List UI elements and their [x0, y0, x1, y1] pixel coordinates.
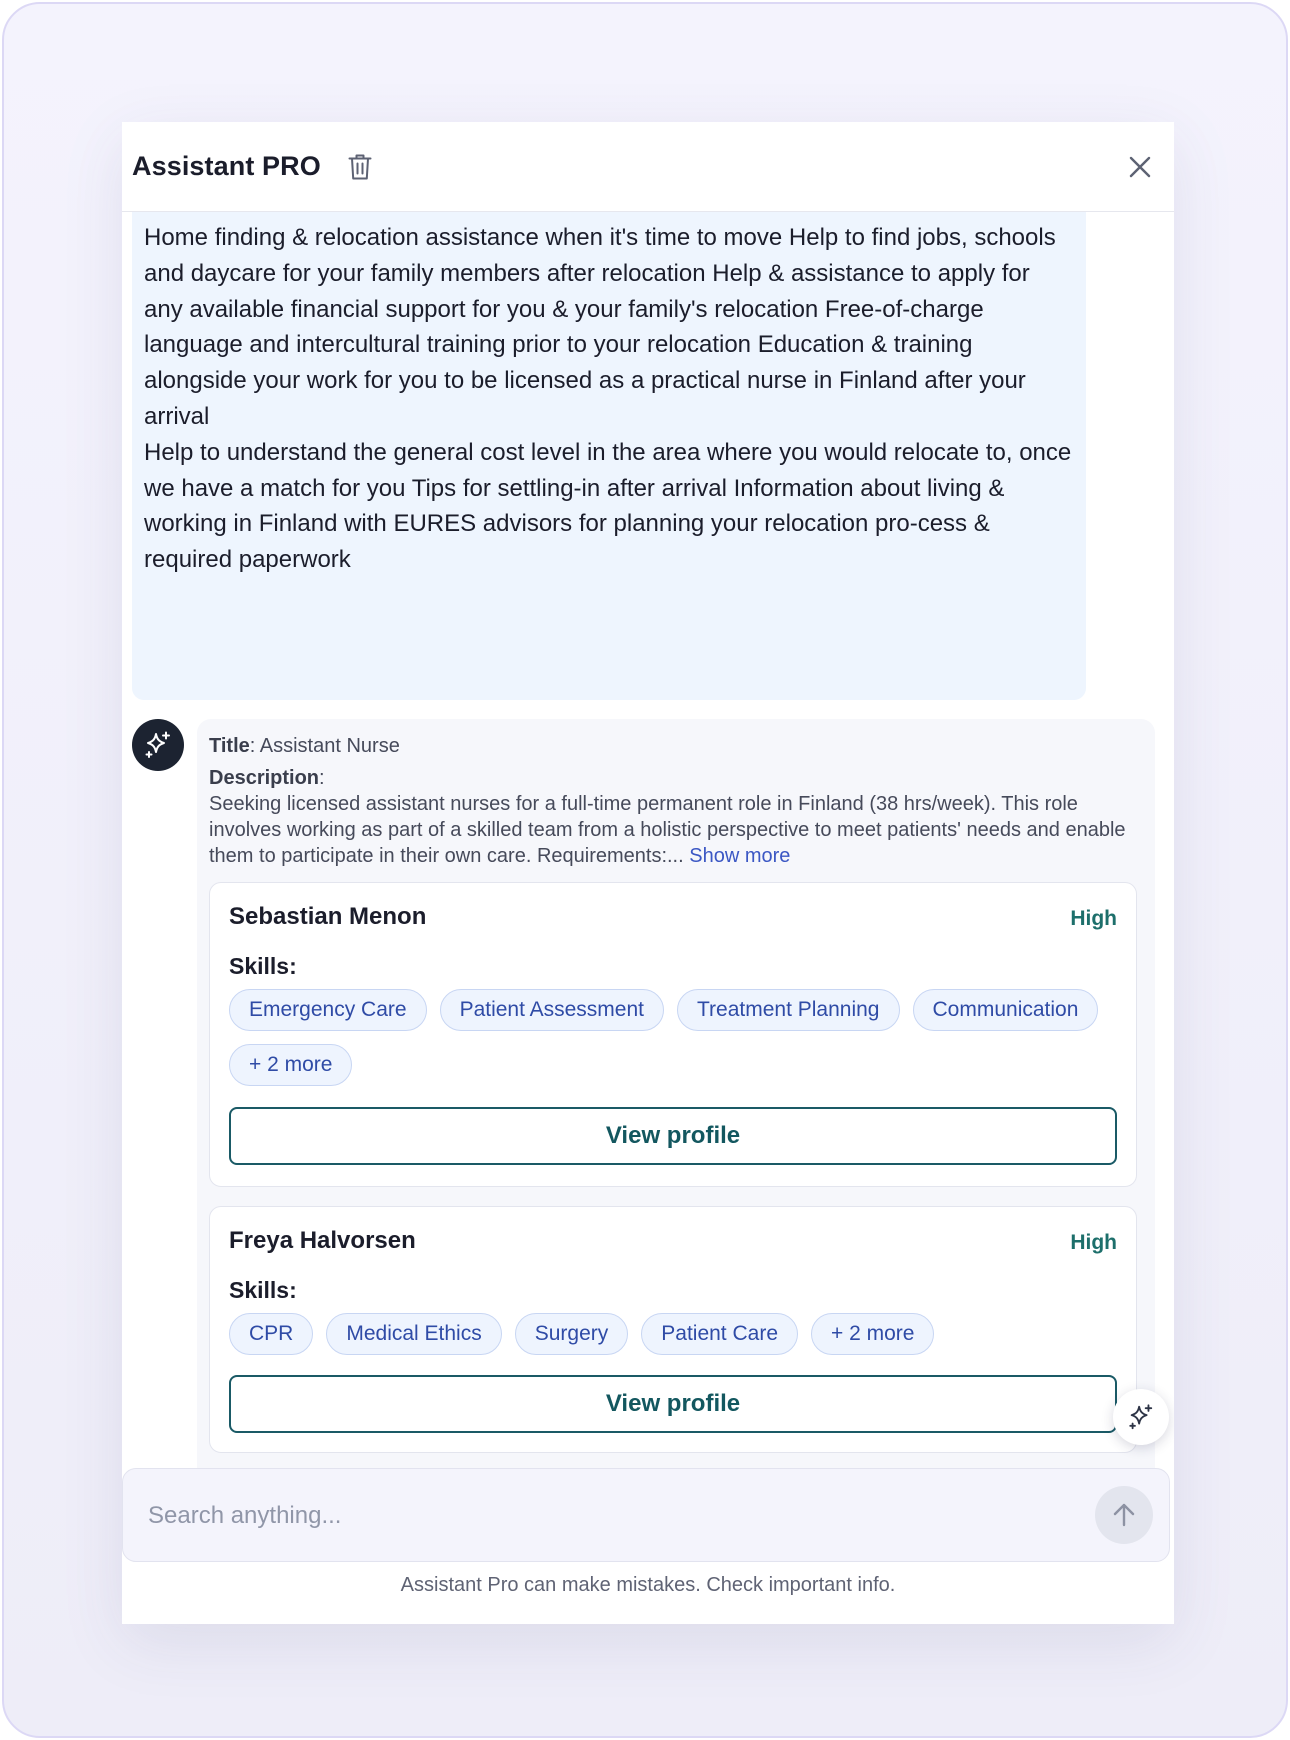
job-title-value: : Assistant Nurse [249, 735, 400, 757]
close-button[interactable] [1122, 149, 1158, 185]
assistant-avatar [132, 719, 184, 771]
show-more-link[interactable]: Show more [689, 845, 791, 867]
match-level-badge: High [1070, 1231, 1117, 1254]
send-button[interactable] [1095, 1486, 1153, 1544]
view-profile-button[interactable]: View profile [229, 1375, 1117, 1433]
more-skills-chip[interactable]: + 2 more [811, 1313, 934, 1355]
assistant-panel [122, 122, 1174, 1624]
candidate-card [209, 882, 1137, 1187]
skill-chip: Patient Care [641, 1313, 798, 1355]
trash-icon [348, 153, 372, 181]
skill-chip: Communication [913, 989, 1099, 1031]
close-icon [1129, 156, 1151, 178]
job-description-heading [209, 765, 1143, 791]
assistant-reply [197, 719, 1155, 1551]
job-title-label: Title [209, 735, 250, 757]
match-level-badge: High [1070, 907, 1117, 930]
skills-label: Skills: [229, 1277, 297, 1303]
search-input[interactable] [148, 1489, 968, 1543]
message-composer [122, 1468, 1170, 1562]
skill-list [229, 1313, 1117, 1355]
job-description-colon: : [319, 767, 325, 789]
candidate-name: Freya Halvorsen [229, 1227, 416, 1254]
candidate-name: Sebastian Menon [229, 903, 427, 930]
skill-chip: Surgery [515, 1313, 629, 1355]
skill-chip: Treatment Planning [677, 989, 900, 1031]
user-message-paragraph: Home finding & relocation assistance when it's time to move Help to find jobs, schools and daycare for your family members after relocation Help & assistance to apply for any available financial support for you & your family's relocation Free-of-charge language and intercultural training prior to your relocation Education & training alongside your work for you to be licensed as a practical nurse in Finland after your arrival [144, 224, 1056, 430]
user-message [132, 212, 1086, 700]
disclaimer-text: Assistant Pro can make mistakes. Check important info. [400, 1574, 896, 1596]
assistant-sparkle-button[interactable] [1113, 1389, 1169, 1445]
assistant-header [122, 122, 1174, 212]
arrow-up-icon [1112, 1502, 1136, 1528]
job-description-text: Seeking licensed assistant nurses for a full-time permanent role in Finland (38 hrs/week). This role involves working as part of a skilled team from a holistic perspective to meet patients' needs and enable them to participate in their own care. Requirements:... [209, 793, 1126, 867]
job-description-label: Description [209, 767, 320, 789]
skill-chip: Patient Assessment [440, 989, 664, 1031]
job-title [209, 733, 1143, 759]
skills-label: Skills: [229, 953, 297, 979]
user-message-paragraph: Help to understand the general cost level in the area where you would relocate to, once we have a match for you Tips for settling-in after arrival Information about living & working in Finland with EURES advisors for planning your relocation pro-cess & required paperwork [144, 438, 1072, 574]
sparkle-icon [143, 730, 173, 760]
skill-chip: Medical Ethics [326, 1313, 501, 1355]
assistant-title: Assistant PRO [132, 151, 321, 181]
skill-chip: CPR [229, 1313, 313, 1355]
skill-list [229, 989, 1117, 1086]
more-skills-chip[interactable]: + 2 more [229, 1044, 352, 1086]
candidate-card [209, 1206, 1137, 1453]
view-profile-button[interactable]: View profile [229, 1107, 1117, 1165]
app-frame [2, 2, 1288, 1738]
skill-chip: Emergency Care [229, 989, 427, 1031]
clear-chat-button[interactable] [345, 151, 375, 183]
sparkle-icon [1127, 1403, 1155, 1431]
job-description [209, 791, 1143, 869]
